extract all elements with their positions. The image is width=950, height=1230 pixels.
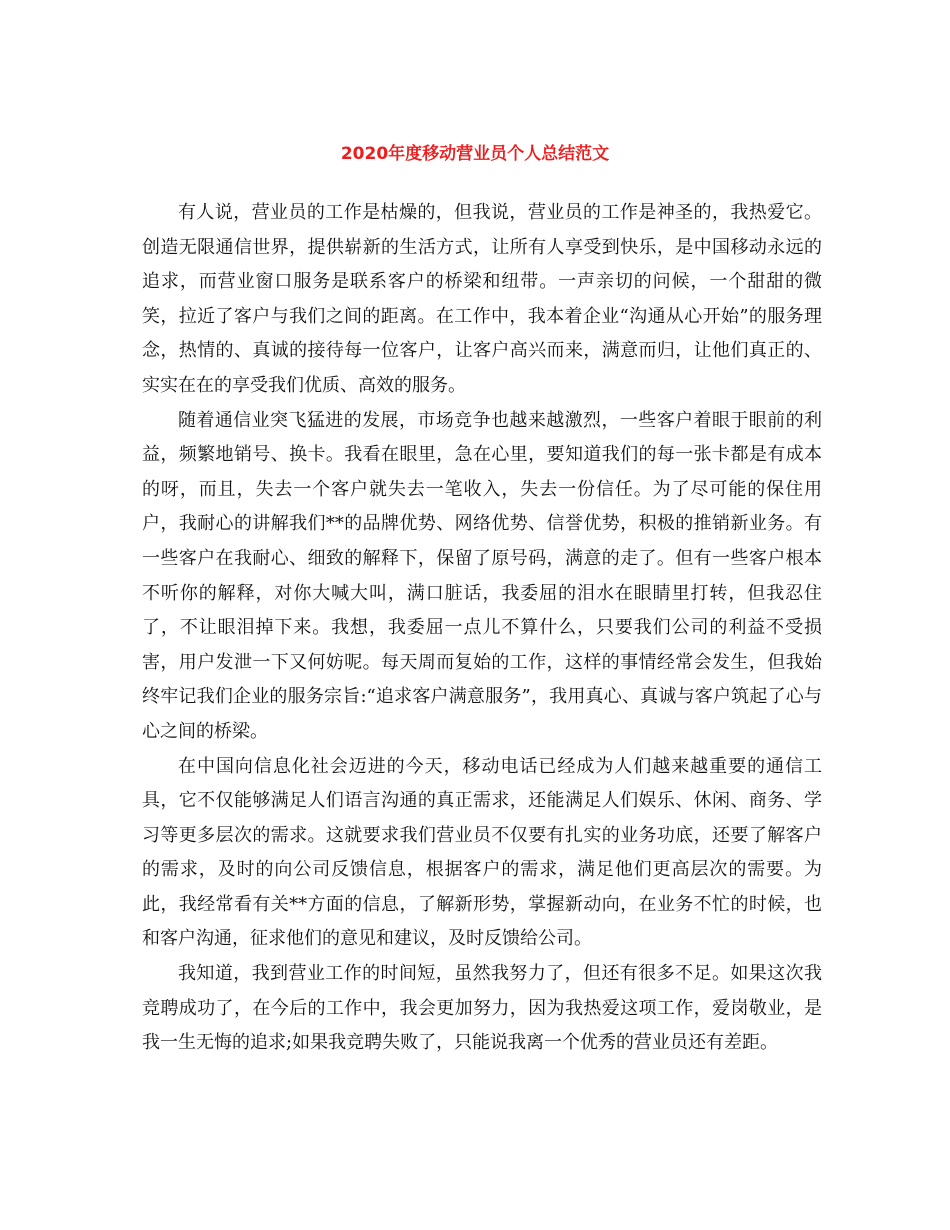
- paragraph-1: 有人说，营业员的工作是枯燥的，但我说，营业员的工作是神圣的，我热爱它。创造无限通信世界，提供崭新的生活方式，让所有人享受到快乐，是中国移动永远的追求，而营业窗口服务是联系客户的桥梁和纽带。一声亲切的问候，一个甜甜的微笑，拉近了客户与我们之间的距离。在工作中，我本着企业“沟通从心开始”的服务理念，热情的、真诚的接待每一位客户，让客户高兴而来，满意而归，让他们真正的、实实在在的享受我们优质、高效的服务。: [142, 202, 822, 396]
- document-title: 2020年度移动营业员个人总结范文: [340, 144, 610, 164]
- paragraph-3: 在中国向信息化社会迈进的今天，移动电话已经成为人们越来越重要的通信工具，它不仅能够满足人们语言沟通的真正需求，还能满足人们娱乐、休闲、商务、学习等更多层次的需求。这就要求我们营业员不仅要有扎实的业务功底，还要了解客户的需求，及时的向公司反馈信息，根据客户的需求，满足他们更高层次的需要。为此，我经常看有关**方面的信息，了解新形势，掌握新动向，在业务不忙的时候，也和客户沟通，征求他们的意见和建议，及时反馈给公司。: [142, 755, 822, 950]
- paragraph-4: 我知道，我到营业工作的时间短，虽然我努力了，但还有很多不足。如果这次我竞聘成功了，在今后的工作中，我会更加努力，因为我热爱这项工作，爱岗敬业，是我一生无悔的追求;如果我竞聘失败了，只能说我离一个优秀的营业员还有差距。: [142, 963, 822, 1054]
- paragraph-2: 随着通信业突飞猛进的发展，市场竞争也越来越激烈，一些客户着眼于眼前的利益，频繁地销号、换卡。我看在眼里，急在心里，要知道我们的每一张卡都是有成本的呀，而且，失去一个客户就失去一笔收入，失去一份信任。为了尽可能的保住用户，我耐心的讲解我们**的品牌优势、网络优势、信誉优势，积极的推销新业务。有一些客户在我耐心、细致的解释下，保留了原号码，满意的走了。但有一些客户根本不听你的解释，对你大喊大叫，满口脏话，我委屈的泪水在眼睛里打转，但我忍住了，不让眼泪掉下来。我想，我委屈一点儿不算什么，只要我们公司的利益不受损害，用户发泄一下又何妨呢。每天周而复始的工作，这样的事情经常会发生，但我始终牢记我们企业的服务宗旨:“追求客户满意服务”，我用真心、真诚与客户筑起了心与心之间的桥梁。: [142, 409, 822, 742]
- document-body: [142, 196, 822, 1061]
